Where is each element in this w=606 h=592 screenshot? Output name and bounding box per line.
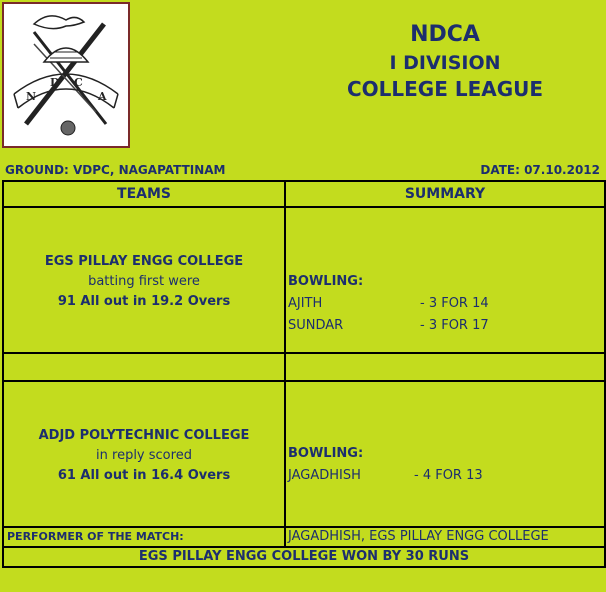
performer-value-cell — [284, 526, 606, 548]
innings-2-note: in reply scored — [96, 448, 192, 463]
innings-2-team-cell — [2, 380, 286, 528]
match-date: DATE: 07.10.2012 — [480, 163, 600, 177]
svg-text:A: A — [98, 90, 107, 103]
summary-header-label: SUMMARY — [404, 186, 486, 202]
spacer-row-right — [284, 352, 606, 382]
innings-1-team-cell — [2, 206, 286, 354]
innings-1-bowler-1-name: AJITH — [288, 296, 323, 311]
innings-1-summary-cell — [284, 206, 606, 354]
innings-2-summary-cell — [284, 380, 606, 528]
teams-header — [2, 180, 286, 208]
svg-text:D: D — [50, 76, 60, 89]
ground-info: GROUND: VDPC, NAGAPATTINAM — [5, 163, 226, 177]
innings-2-bowling-label: BOWLING: — [288, 446, 364, 461]
match-result-cell — [2, 546, 606, 568]
league-title: COLLEGE LEAGUE — [346, 77, 544, 101]
innings-1-note: batting first were — [88, 274, 200, 289]
performer-label: PERFORMER OF THE MATCH: — [7, 530, 184, 543]
division-title: I DIVISION — [389, 52, 501, 74]
match-result: EGS PILLAY ENGG COLLEGE WON BY 30 RUNS — [138, 549, 470, 564]
spacer-row-left — [2, 352, 286, 382]
innings-2-team-name: ADJD POLYTECHNIC COLLEGE — [38, 428, 250, 443]
innings-1-bowler-1-figures: - 3 FOR 14 — [420, 296, 489, 311]
performer-label-cell — [2, 526, 286, 548]
league-org-title: NDCA — [410, 22, 480, 47]
ndca-crest-logo-icon — [4, 4, 128, 146]
innings-1-team-name: EGS PILLAY ENGG COLLEGE — [44, 254, 244, 269]
innings-1-score: 91 All out in 19.2 Overs — [57, 294, 231, 309]
innings-1-bowler-2-name: SUNDAR — [288, 318, 344, 333]
innings-1-bowler-2-figures: - 3 FOR 17 — [420, 318, 489, 333]
summary-header — [284, 180, 606, 208]
innings-2-score: 61 All out in 16.4 Overs — [57, 468, 231, 483]
performer-value: JAGADHISH, EGS PILLAY ENGG COLLEGE — [288, 529, 549, 544]
innings-2-bowler-1-name: JAGADHISH — [288, 468, 361, 483]
svg-text:N: N — [26, 90, 37, 103]
svg-text:C: C — [74, 76, 83, 89]
innings-2-bowler-1-figures: - 4 FOR 13 — [414, 468, 483, 483]
teams-header-label: TEAMS — [117, 186, 171, 202]
innings-1-bowling-label: BOWLING: — [288, 274, 364, 289]
ndca-logo — [2, 2, 130, 148]
